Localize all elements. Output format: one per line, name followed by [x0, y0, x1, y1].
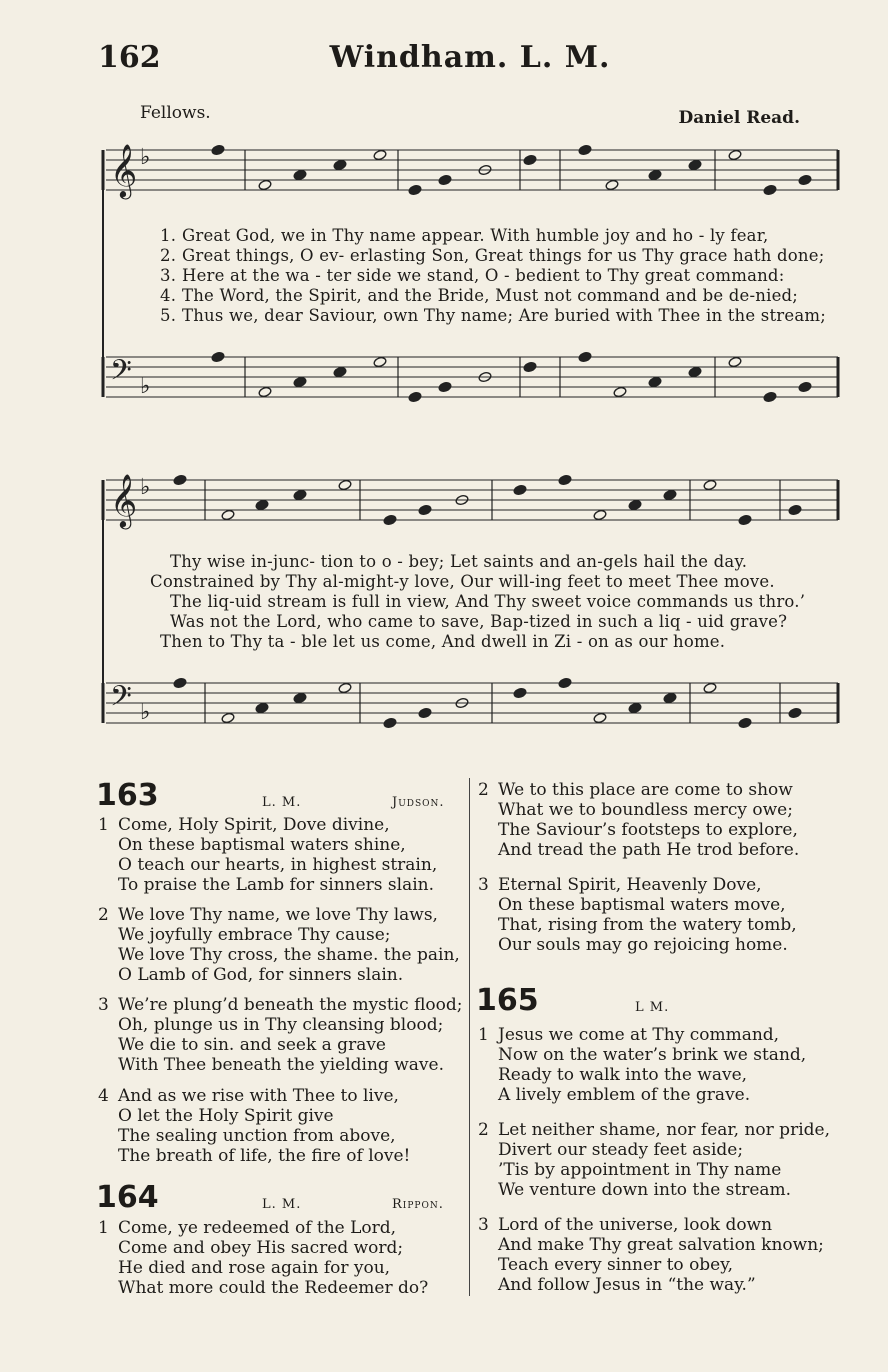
- bass-1-note: [438, 381, 452, 393]
- flat-icon: ♭: [140, 475, 151, 500]
- treble-1-note: [258, 179, 272, 191]
- treble-2-note: [703, 479, 717, 491]
- bass-1-note: [578, 351, 592, 363]
- hymn-163-stanza-1: 1 Come, Holy Spirit, Dove divine, On these baptismal waters shine, O teach our hearts, in highest strain, To praise the Lamb for sinners slain.: [98, 815, 438, 895]
- hymn-163-number: 163: [96, 778, 159, 813]
- bass-1-note: [478, 371, 492, 383]
- poet-credit: Fellows.: [140, 103, 211, 123]
- bass-2-note: [703, 682, 717, 694]
- hymn-163-meter: L. M.: [262, 795, 302, 810]
- bass-1-note: [333, 366, 347, 378]
- bass-2-note: [255, 702, 269, 714]
- hymn-163-stanza-4: 4 And as we rise with Thee to live, O let the Holy Spirit give The sealing unction from above, The breath of life, the fire of love!: [98, 1086, 411, 1166]
- treble-1-note: [798, 174, 812, 186]
- flat-icon: ♭: [140, 374, 151, 399]
- bass-2-note: [221, 712, 235, 724]
- bass-1-note: [373, 356, 387, 368]
- treble-2-note: [593, 509, 607, 521]
- treble-1-note: [688, 159, 702, 171]
- lyric-verse-1-cont: Thy wise in-junc- tion to o - bey; Let saints and an-gels hail the day.: [170, 552, 748, 571]
- bass-2-note: [738, 717, 752, 729]
- hymn-165-number: 165: [476, 983, 539, 1018]
- treble-2-note: [293, 489, 307, 501]
- page-number: 162: [98, 40, 161, 75]
- hymn-164-stanza-3: 3 Eternal Spirit, Heavenly Dove, On these baptismal waters move, That, rising from the watery tomb, Our souls may go rejoicing home.: [478, 875, 797, 955]
- flat-icon: ♭: [140, 700, 151, 725]
- lyric-verse-3: 3. Here at the wa - ter side we stand, O - bedient to Thy great command:: [160, 266, 785, 285]
- treble-2-note: [788, 504, 802, 516]
- bass-2-note: [663, 692, 677, 704]
- bass-2-note: [593, 712, 607, 724]
- bass-2-note: [418, 707, 432, 719]
- hymn-title: Windham. L. M.: [329, 40, 611, 75]
- hymn-164-stanza-2: 2 We to this place are come to show What we to boundless mercy owe; The Saviour’s footsteps to explore, And tread the path He trod before.: [478, 780, 800, 860]
- hymn-163-stanza-3: 3 We’re plung’d beneath the mystic flood; Oh, plunge us in Thy cleansing blood; We die to sin. and seek a grave With Thee beneath the yielding wave.: [98, 995, 463, 1075]
- treble-2-note: [255, 499, 269, 511]
- hymn-165-meter: L M.: [635, 1000, 670, 1015]
- lyric-verse-1: 1. Great God, we in Thy name appear. With humble joy and ho - ly fear,: [160, 226, 769, 245]
- hymn-164-meter: L. M.: [262, 1197, 302, 1212]
- treble-1-note: [648, 169, 662, 181]
- bass-1-note: [211, 351, 225, 363]
- system1-lyrics: [160, 226, 850, 336]
- bass-clef-icon: 𝄢: [110, 354, 132, 394]
- bass-1-note: [258, 386, 272, 398]
- column-divider: [469, 778, 470, 1296]
- bass-1-note: [523, 361, 537, 373]
- bass-1-note: [688, 366, 702, 378]
- lyric-verse-4: 4. The Word, the Spirit, and the Bride, Must not command and be de-nied;: [160, 286, 799, 305]
- lyric-verse-2-cont: Constrained by Thy al-might-y love, Our will-ing feet to meet Thee move.: [150, 572, 775, 591]
- bass-1-note: [648, 376, 662, 388]
- composer-credit: Daniel Read.: [678, 108, 800, 128]
- bass-1-note: [408, 391, 422, 403]
- treble-1-note: [408, 184, 422, 196]
- treble-1-note: [438, 174, 452, 186]
- treble-2-note: [455, 494, 469, 506]
- bass-2-note: [558, 677, 572, 689]
- treble-1-note: [211, 144, 225, 156]
- treble-2-note: [418, 504, 432, 516]
- treble-1-note: [523, 154, 537, 166]
- hymn-164-tune: Rippon.: [392, 1197, 444, 1212]
- hymn-165-stanza-2: 2 Let neither shame, nor fear, nor pride, Divert our steady feet aside; ’Tis by appointment in Thy name We venture down into the stream.: [478, 1120, 830, 1200]
- treble-2-note: [558, 474, 572, 486]
- lyric-verse-3-cont: The liq-uid stream is full in view, And Thy sweet voice commands us thro.’: [170, 592, 806, 611]
- bass-2-note: [788, 707, 802, 719]
- bass-2-note: [383, 717, 397, 729]
- bass-1-note: [293, 376, 307, 388]
- treble-clef-icon: 𝄞: [110, 143, 138, 197]
- bass-2-note: [513, 687, 527, 699]
- treble-1-note: [478, 164, 492, 176]
- bass-1-note: [763, 391, 777, 403]
- treble-1-note: [333, 159, 347, 171]
- treble-1-note: [578, 144, 592, 156]
- treble-1-note: [293, 169, 307, 181]
- treble-2-note: [663, 489, 677, 501]
- flat-icon: ♭: [140, 145, 151, 170]
- bass-1-note: [728, 356, 742, 368]
- bass-2-note: [628, 702, 642, 714]
- treble-1-note: [763, 184, 777, 196]
- hymn-165-stanza-3: 3 Lord of the universe, look down And make Thy great salvation known; Teach every sinner to obey, And follow Jesus in “the way.”: [478, 1215, 824, 1295]
- treble-2-note: [628, 499, 642, 511]
- treble-2-note: [221, 509, 235, 521]
- hymn-164-stanza-1: 1 Come, ye redeemed of the Lord, Come and obey His sacred word; He died and rose again for you, What more could the Redeemer do?: [98, 1218, 429, 1298]
- hymn-163-tune: Judson.: [392, 795, 445, 810]
- lyric-verse-5-cont: Then to Thy ta - ble let us come, And dwell in Zi - on as our home.: [160, 632, 726, 651]
- treble-2-note: [173, 474, 187, 486]
- treble-1-note: [373, 149, 387, 161]
- lyric-verse-5: 5. Thus we, dear Saviour, own Thy name; Are buried with Thee in the stream;: [160, 306, 826, 325]
- treble-2-note: [338, 479, 352, 491]
- hymn-164-number: 164: [96, 1180, 159, 1215]
- bass-1-note: [798, 381, 812, 393]
- lyric-verse-4-cont: Was not the Lord, who came to save, Bap-tized in such a liq - uid grave?: [170, 612, 788, 631]
- treble-1-note: [728, 149, 742, 161]
- system2-lyrics: [150, 552, 840, 662]
- treble-2-note: [383, 514, 397, 526]
- treble-clef-icon: 𝄞: [110, 473, 138, 527]
- bass-2-note: [293, 692, 307, 704]
- bass-clef-icon: 𝄢: [110, 680, 132, 720]
- treble-2-note: [513, 484, 527, 496]
- treble-2-note: [738, 514, 752, 526]
- hymn-165-stanza-1: 1 Jesus we come at Thy command, Now on the water’s brink we stand, Ready to walk into the wave, A lively emblem of the grave.: [478, 1025, 807, 1105]
- bass-2-note: [455, 697, 469, 709]
- lyric-verse-2: 2. Great things, O ev- erlasting Son, Great things for us Thy grace hath done;: [160, 246, 825, 265]
- bass-1-note: [613, 386, 627, 398]
- hymn-163-stanza-2: 2 We love Thy name, we love Thy laws, We joyfully embrace Thy cause; We love Thy cross, the shame. the pain, O Lamb of God, for sinners slain.: [98, 905, 460, 985]
- bass-2-note: [338, 682, 352, 694]
- treble-1-note: [605, 179, 619, 191]
- bass-2-note: [173, 677, 187, 689]
